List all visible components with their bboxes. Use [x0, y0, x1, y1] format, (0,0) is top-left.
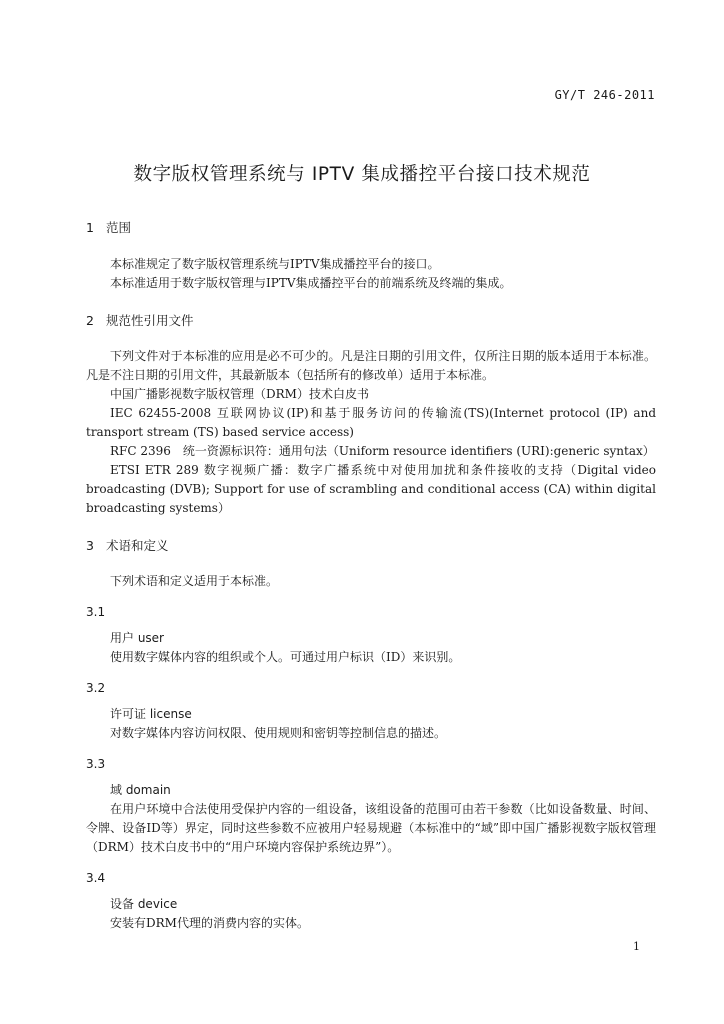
section-title: 规范性引用文件	[106, 313, 194, 328]
section-title: 术语和定义	[106, 538, 169, 553]
document-title: 数字版权管理系统与 IPTV 集成播控平台接口技术规范	[133, 164, 591, 185]
section-2-heading	[86, 312, 656, 330]
term-definition: 在用户环境中合法使用受保护内容的一组设备，该组设备的范围可由若干参数（比如设备数量、时间、令牌、设备ID等）界定，同时这些参数不应被用户轻易规避（本标准中的“域”即中国广播影视数字版权管理（DRM）技术白皮书中的“用户环境内容保护系统边界”）。	[86, 802, 656, 854]
term-number: 3.2	[86, 681, 106, 695]
document-code: GY/T 246-2011	[554, 88, 655, 102]
section-number: 1	[86, 220, 94, 235]
page-number: 1	[633, 940, 640, 953]
term-name: 许可证 license	[110, 707, 192, 721]
term-number: 3.4	[86, 871, 106, 885]
section-3-heading	[86, 537, 656, 555]
section-title: 范围	[106, 220, 132, 235]
reference-item: IEC 62455-2008 互联网协议(IP)和基于服务访问的传输流(TS)(Internet protocol (IP) and transport stream (TS) based service access)	[86, 406, 656, 439]
reference-item: RFC 2396 统一资源标识符：通用句法（Uniform resource identifiers (URI):generic syntax）	[110, 444, 655, 458]
section-number: 3	[86, 538, 94, 553]
term-definition: 对数字媒体内容访问权限、使用规则和密钥等控制信息的描述。	[110, 726, 447, 740]
section-number: 2	[86, 313, 94, 328]
paragraph: 本标准适用于数字版权管理与IPTV集成播控平台的前端系统及终端的集成。	[110, 276, 512, 290]
term-definition: 使用数字媒体内容的组织或个人。可通过用户标识（ID）来识别。	[110, 650, 461, 664]
paragraph: 下列文件对于本标准的应用是必不可少的。凡是注日期的引用文件，仅所注日期的版本适用于本标准。凡是不注日期的引用文件，其最新版本（包括所有的修改单）适用于本标准。	[86, 349, 656, 382]
term-name: 用户 user	[110, 631, 164, 645]
term-name: 域 domain	[110, 783, 171, 797]
paragraph: 本标准规定了数字版权管理系统与IPTV集成播控平台的接口。	[110, 257, 440, 271]
term-name: 设备 device	[110, 897, 178, 911]
term-number: 3.3	[86, 757, 106, 771]
reference-item: 中国广播影视数字版权管理（DRM）技术白皮书	[110, 387, 369, 401]
document-body	[86, 219, 656, 933]
section-1-heading	[86, 219, 656, 237]
reference-item: ETSI ETR 289 数字视频广播：数字广播系统中对使用加扰和条件接收的支持（Digital video broadcasting (DVB); Support for use of scrambling and conditional access (CA) within digital broadcasting systems）	[86, 463, 656, 515]
term-definition: 安装有DRM代理的消费内容的实体。	[110, 916, 309, 930]
term-number: 3.1	[86, 605, 106, 619]
paragraph: 下列术语和定义适用于本标准。	[110, 574, 279, 588]
